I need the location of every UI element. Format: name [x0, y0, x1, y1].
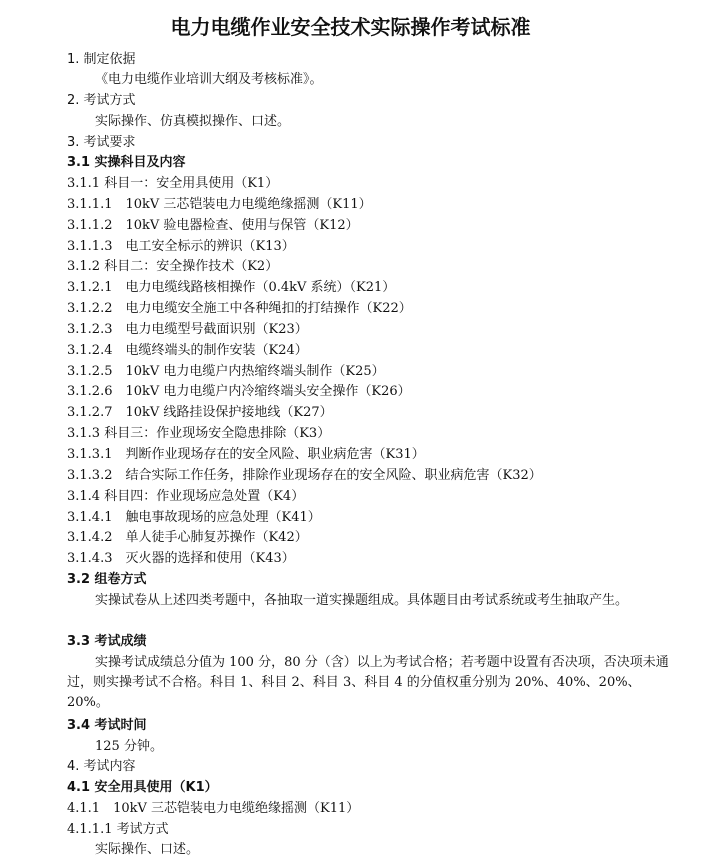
- section-3-3-text: 实操考试成绩总分值为 100 分，80 分（含）以上为考试合格；若考题中设置有否决项，否决项未通过，则实操考试不合格。科目 1、科目 2、科目 3、科目 4 的分值权重分别为 20%、40%、20%、20%。: [67, 655, 669, 710]
- section-3-2-text: 实操试卷从上述四类考题中，各抽取一道实操题组成。具体题目由考试系统或考生抽取产生。: [95, 593, 629, 608]
- item-3125: 3.1.2.5 10kV 电力电缆户内热缩终端头制作（K25）: [67, 364, 385, 379]
- subject-3-heading: 3.1.3 科目三：作业现场安全隐患排除（K3）: [67, 426, 331, 441]
- item-4111-text: 实际操作、口述。: [95, 842, 200, 857]
- item-3124: 3.1.2.4 电缆终端头的制作安装（K24）: [67, 343, 308, 358]
- item-3127: 3.1.2.7 10kV 线路挂设保护接地线（K27）: [67, 405, 333, 420]
- item-411: 4.1.1 10kV 三芯铠装电力电缆绝缘摇测（K11）: [67, 801, 360, 816]
- document-title: 电力电缆作业安全技术实际操作考试标准: [170, 15, 531, 39]
- section-3-3-heading: 3.3 考试成绩: [67, 634, 147, 649]
- item-3131: 3.1.3.1 判断作业现场存在的安全风险、职业病危害（K31）: [67, 447, 425, 462]
- item-3143: 3.1.4.3 灭火器的选择和使用（K43）: [67, 551, 295, 566]
- section-2-text: 实际操作、仿真模拟操作、口述。: [95, 114, 291, 129]
- item-3126: 3.1.2.6 10kV 电力电缆户内冷缩终端头安全操作（K26）: [67, 384, 411, 399]
- item-3123: 3.1.2.3 电力电缆型号截面识别（K23）: [67, 322, 308, 337]
- section-3-1-heading: 3.1 实操科目及内容: [67, 155, 186, 170]
- section-4-heading: 4. 考试内容: [67, 759, 136, 774]
- section-3-heading: 3. 考试要求: [67, 135, 136, 150]
- section-3-4-text: 125 分钟。: [95, 739, 163, 754]
- section-2-heading: 2. 考试方式: [67, 93, 136, 108]
- subject-4-heading: 3.1.4 科目四：作业现场应急处置（K4）: [67, 489, 305, 504]
- item-3111: 3.1.1.1 10kV 三芯铠装电力电缆绝缘摇测（K11）: [67, 197, 372, 212]
- item-3132: 3.1.3.2 结合实际工作任务，排除作业现场存在的安全风险、职业病危害（K32）: [67, 468, 542, 483]
- item-3122: 3.1.2.2 电力电缆安全施工中各种绳扣的打结操作（K22）: [67, 301, 412, 316]
- item-3141: 3.1.4.1 触电事故现场的应急处理（K41）: [67, 510, 321, 525]
- item-3113: 3.1.1.3 电工安全标示的辨识（K13）: [67, 239, 295, 254]
- item-4111: 4.1.1.1 考试方式: [67, 822, 169, 837]
- item-3121: 3.1.2.1 电力电缆线路核相操作（0.4kV 系统）（K21）: [67, 280, 396, 295]
- section-1-text: 《电力电缆作业培训大纲及考核标准》。: [95, 72, 323, 87]
- section-4-1-heading: 4.1 安全用具使用（K1）: [67, 780, 218, 795]
- item-3112: 3.1.1.2 10kV 验电器检查、使用与保管（K12）: [67, 218, 359, 233]
- section-1-heading: 1. 制定依据: [67, 52, 136, 67]
- section-3-2-heading: 3.2 组卷方式: [67, 572, 147, 587]
- section-3-4-heading: 3.4 考试时间: [67, 718, 147, 733]
- subject-2-heading: 3.1.2 科目二：安全操作技术（K2）: [67, 259, 279, 274]
- item-3142: 3.1.4.2 单人徒手心肺复苏操作（K42）: [67, 530, 308, 545]
- subject-1-heading: 3.1.1 科目一：安全用具使用（K1）: [67, 176, 279, 191]
